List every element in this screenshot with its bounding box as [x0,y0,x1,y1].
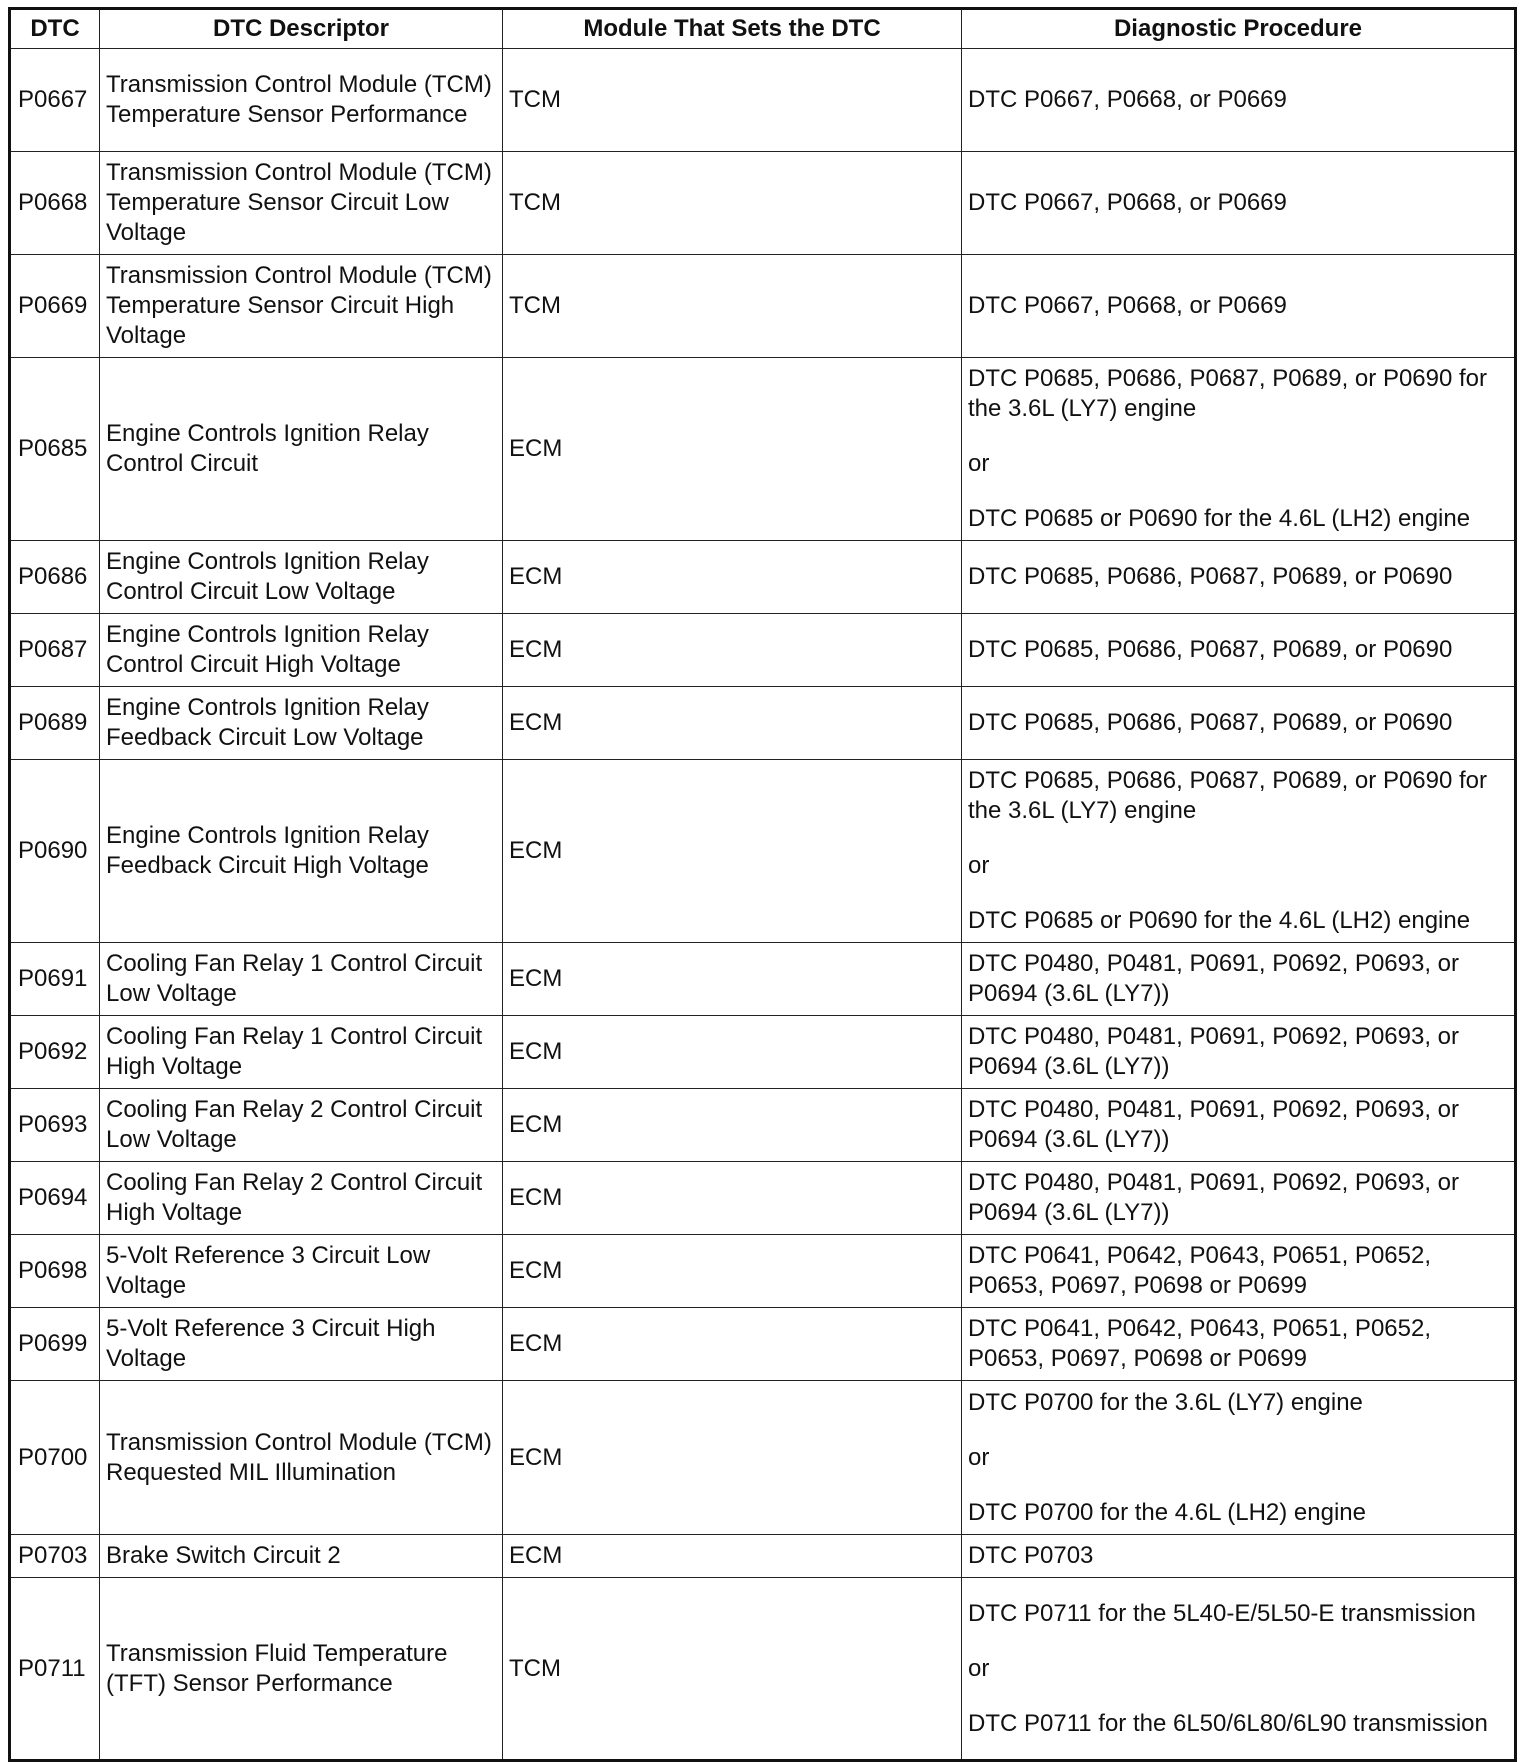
dtc-descriptor-cell: Cooling Fan Relay 2 Control Circuit High Voltage [100,1162,503,1235]
diagnostic-procedure-cell [962,1535,1516,1578]
table-row [10,1162,1516,1235]
dtc-code-cell: P0690 [10,760,100,943]
procedure-line: DTC P0641, P0642, P0643, P0651, P0652, P0653, P0697, P0698 or P0699 [968,1242,1431,1299]
module-cell: ECM [503,1089,962,1162]
module-cell: ECM [503,1308,962,1381]
dtc-descriptor-cell: Engine Controls Ignition Relay Feedback Circuit High Voltage [100,760,503,943]
procedure-line: DTC P0685, P0686, P0687, P0689, or P0690 [968,636,1453,663]
module-cell: ECM [503,1535,962,1578]
dtc-descriptor-cell: Transmission Control Module (TCM) Temperature Sensor Performance [100,49,503,152]
module-cell: ECM [503,1016,962,1089]
dtc-code-cell: P0692 [10,1016,100,1089]
procedure-line: DTC P0685, P0686, P0687, P0689, or P0690 [968,709,1453,736]
module-cell: TCM [503,152,962,255]
procedure-line: DTC P0667, P0668, or P0669 [968,86,1287,113]
procedure-line: DTC P0667, P0668, or P0669 [968,189,1287,216]
module-cell: ECM [503,1381,962,1535]
dtc-code-cell: P0686 [10,541,100,614]
module-cell: ECM [503,760,962,943]
paragraph-gap [968,826,1508,851]
dtc-code-cell: P0703 [10,1535,100,1578]
procedure-line: DTC P0711 for the 6L50/6L80/6L90 transmission [968,1709,1488,1737]
table-row [10,1308,1516,1381]
dtc-table-sheet [8,7,1514,1762]
module-cell: ECM [503,358,962,541]
dtc-code-cell: P0699 [10,1308,100,1381]
dtc-code-cell: P0685 [10,358,100,541]
module-cell: ECM [503,687,962,760]
table-row [10,1089,1516,1162]
module-cell: ECM [503,943,962,1016]
table-row [10,152,1516,255]
dtc-code-cell: P0669 [10,255,100,358]
dtc-descriptor-cell: Transmission Control Module (TCM) Requested MIL Illumination [100,1381,503,1535]
diagnostic-procedure-cell [962,1089,1516,1162]
dtc-descriptor-cell: 5-Volt Reference 3 Circuit Low Voltage [100,1235,503,1308]
diagnostic-procedure-cell [962,152,1516,255]
procedure-line: DTC P0685, P0686, P0687, P0689, or P0690 for the 3.6L (LY7) engine [968,365,1488,422]
procedure-line: DTC P0685 or P0690 for the 4.6L (LH2) engine [968,505,1471,532]
header-dtc: DTC [10,9,100,49]
paragraph-gap [968,881,1508,906]
diagnostic-procedure-cell [962,687,1516,760]
table-row [10,687,1516,760]
dtc-descriptor-cell: Transmission Fluid Temperature (TFT) Sensor Performance [100,1578,503,1761]
table-row [10,541,1516,614]
dtc-code-cell: P0689 [10,687,100,760]
procedure-line: DTC P0685, P0686, P0687, P0689, or P0690 for the 3.6L (LY7) engine [968,767,1488,824]
dtc-code-cell: P0668 [10,152,100,255]
diagnostic-procedure-cell [962,760,1516,943]
table-row [10,760,1516,943]
diagnostic-procedure-cell [962,1162,1516,1235]
diagnostic-procedure-cell [962,1381,1516,1535]
procedure-line: or [968,1654,990,1682]
procedure-line: or [968,450,990,477]
procedure-line: DTC P0685, P0686, P0687, P0689, or P0690 [968,563,1453,590]
procedure-line: DTC P0667, P0668, or P0669 [968,292,1287,319]
dtc-code-cell: P0694 [10,1162,100,1235]
module-cell: ECM [503,614,962,687]
dtc-table [8,7,1517,1762]
dtc-descriptor-cell: Engine Controls Ignition Relay Control Circuit Low Voltage [100,541,503,614]
paragraph-gap [968,1418,1508,1443]
table-row [10,358,1516,541]
table-row [10,1235,1516,1308]
dtc-descriptor-cell: Cooling Fan Relay 1 Control Circuit High Voltage [100,1016,503,1089]
dtc-descriptor-cell: Engine Controls Ignition Relay Control Circuit [100,358,503,541]
module-cell: ECM [503,541,962,614]
procedure-line: or [968,852,990,879]
procedure-line: DTC P0641, P0642, P0643, P0651, P0652, P0653, P0697, P0698 or P0699 [968,1315,1431,1372]
dtc-descriptor-cell: Brake Switch Circuit 2 [100,1535,503,1578]
module-cell: TCM [503,255,962,358]
dtc-code-cell: P0693 [10,1089,100,1162]
module-cell: ECM [503,1235,962,1308]
dtc-descriptor-cell: Cooling Fan Relay 1 Control Circuit Low Voltage [100,943,503,1016]
procedure-line: DTC P0480, P0481, P0691, P0692, P0693, or P0694 (3.6L (LY7)) [968,1096,1460,1153]
dtc-descriptor-cell: 5-Volt Reference 3 Circuit High Voltage [100,1308,503,1381]
table-row [10,1535,1516,1578]
paragraph-gap [968,479,1508,504]
header-module: Module That Sets the DTC [503,9,962,49]
paragraph-gap [968,1629,1508,1654]
dtc-code-cell: P0667 [10,49,100,152]
diagnostic-procedure-cell [962,1308,1516,1381]
procedure-line: DTC P0685 or P0690 for the 4.6L (LH2) engine [968,907,1471,934]
procedure-line: DTC P0700 for the 4.6L (LH2) engine [968,1498,1367,1526]
diagnostic-procedure-cell [962,1578,1516,1761]
header-descriptor: DTC Descriptor [100,9,503,49]
procedure-line: DTC P0480, P0481, P0691, P0692, P0693, or P0694 (3.6L (LY7)) [968,1169,1460,1226]
diagnostic-procedure-cell [962,541,1516,614]
table-row [10,614,1516,687]
procedure-line: or [968,1443,990,1471]
module-cell: TCM [503,49,962,152]
procedure-line: DTC P0480, P0481, P0691, P0692, P0693, or P0694 (3.6L (LY7)) [968,950,1460,1007]
dtc-code-cell: P0698 [10,1235,100,1308]
table-body [10,49,1516,1761]
procedure-line: DTC P0711 for the 5L40-E/5L50-E transmission [968,1599,1476,1627]
table-row [10,255,1516,358]
dtc-descriptor-cell: Transmission Control Module (TCM) Temperature Sensor Circuit Low Voltage [100,152,503,255]
table-row [10,49,1516,152]
header-procedure: Diagnostic Procedure [962,9,1516,49]
dtc-descriptor-cell: Engine Controls Ignition Relay Control Circuit High Voltage [100,614,503,687]
procedure-line: DTC P0700 for the 3.6L (LY7) engine [968,1388,1363,1416]
paragraph-gap [968,1473,1508,1498]
module-cell: ECM [503,1162,962,1235]
dtc-descriptor-cell: Engine Controls Ignition Relay Feedback Circuit Low Voltage [100,687,503,760]
header-row [10,9,1516,49]
paragraph-gap [968,424,1508,449]
diagnostic-procedure-cell [962,49,1516,152]
diagnostic-procedure-cell [962,358,1516,541]
dtc-code-cell: P0687 [10,614,100,687]
diagnostic-procedure-cell [962,614,1516,687]
table-row [10,1578,1516,1761]
procedure-line: DTC P0703 [968,1542,1094,1569]
dtc-descriptor-cell: Cooling Fan Relay 2 Control Circuit Low Voltage [100,1089,503,1162]
diagnostic-procedure-cell [962,1235,1516,1308]
procedure-line: DTC P0480, P0481, P0691, P0692, P0693, or P0694 (3.6L (LY7)) [968,1023,1460,1080]
dtc-code-cell: P0691 [10,943,100,1016]
table-row [10,1016,1516,1089]
diagnostic-procedure-cell [962,943,1516,1016]
diagnostic-procedure-cell [962,255,1516,358]
paragraph-gap [968,1684,1508,1709]
dtc-code-cell: P0700 [10,1381,100,1535]
dtc-descriptor-cell: Transmission Control Module (TCM) Temperature Sensor Circuit High Voltage [100,255,503,358]
module-cell: TCM [503,1578,962,1761]
table-row [10,1381,1516,1535]
table-row [10,943,1516,1016]
dtc-code-cell: P0711 [10,1578,100,1761]
diagnostic-procedure-cell [962,1016,1516,1089]
